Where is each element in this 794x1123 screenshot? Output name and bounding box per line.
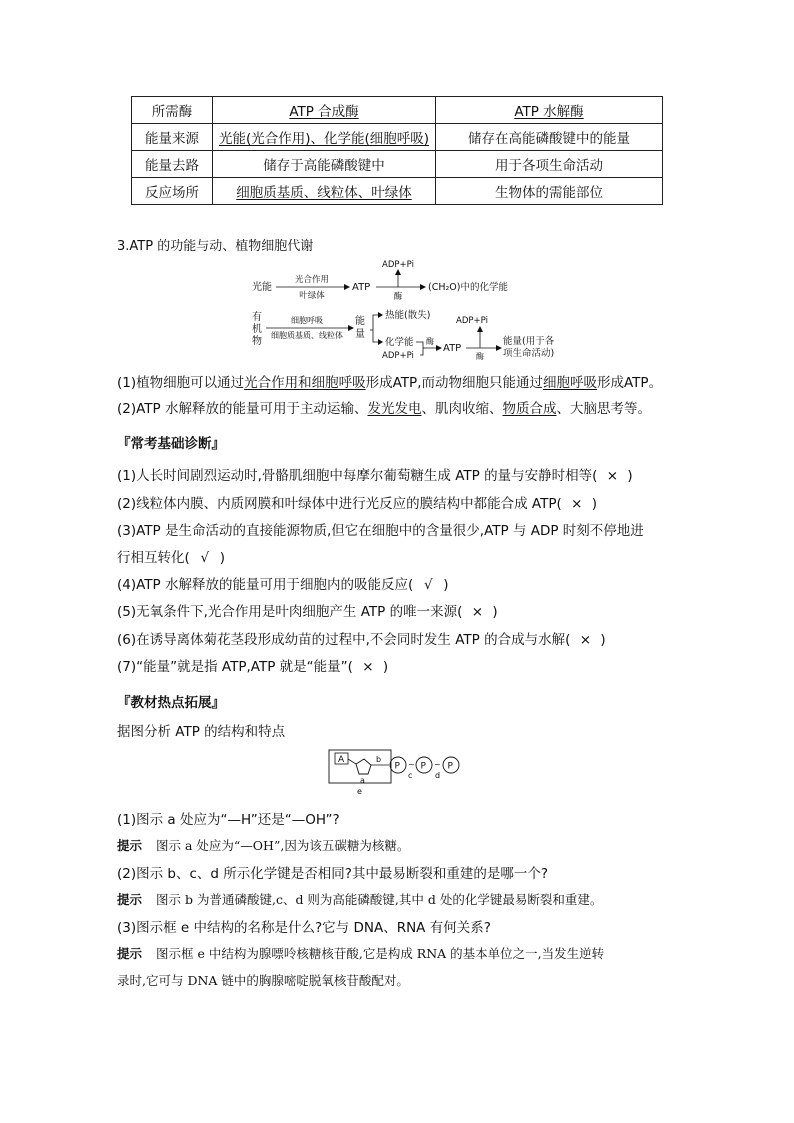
- respiration-site-label: 细胞质基质、线粒体: [271, 331, 343, 340]
- diagnosis-item: [117, 573, 449, 593]
- diagnosis-text: (7)“能量”就是指 ATP,ATP 就是“能量”(: [117, 659, 353, 675]
- question-1: (1)图示 a 处应为“—H”还是“—OH”?: [117, 812, 340, 828]
- underlined-text: 细胞呼吸: [543, 375, 597, 391]
- closing-paren: ): [443, 577, 449, 593]
- hint-3: [117, 944, 604, 962]
- arrow-head: [477, 326, 483, 332]
- ribose-pentagon: [356, 759, 371, 774]
- table-cell: 反应场所: [132, 178, 213, 205]
- hint-2: [117, 890, 602, 908]
- judgement-mark: ×: [606, 468, 618, 484]
- table-cell: 储存在高能磷酸键中的能量: [436, 124, 663, 151]
- table-cell: 光能(光合作用)、化学能(细胞呼吸): [213, 124, 436, 151]
- high-energy-bond-d: ~: [434, 760, 441, 769]
- chemical-energy-label: 化学能: [385, 337, 414, 348]
- metabolism-diagram: [240, 258, 560, 362]
- hint-label: 提示: [117, 946, 143, 961]
- extension-heading: 『教材热点拓展』: [117, 695, 225, 711]
- diagnosis-text: (5)无氧条件下,光合作用是叶肉细胞产生 ATP 的唯一来源(: [117, 604, 463, 620]
- text: (2)ATP 水解释放的能量可用于主动运输、: [117, 401, 368, 417]
- arrow-head: [496, 345, 502, 351]
- arrow-head: [436, 345, 442, 351]
- judgement-mark: √: [200, 550, 210, 566]
- diagnosis-item: [117, 464, 633, 484]
- energy-use-label-2: 项生命活动): [503, 348, 555, 359]
- bracket: [370, 315, 380, 342]
- label-d: d: [435, 771, 441, 780]
- hint-text: 图示框 e 中结构为腺嘌呤核糖核苷酸,它是构成 RNA 的基本单位之一,当发生逆转: [156, 946, 605, 961]
- closing-paren: ): [591, 496, 598, 512]
- table-cell: 生物体的需能部位: [436, 178, 663, 205]
- table-row: [132, 178, 663, 205]
- closing-paren: ): [492, 604, 498, 620]
- judgement-mark: ×: [362, 659, 374, 675]
- judgement-mark: ×: [471, 604, 483, 620]
- organic-char-2: 机: [252, 324, 262, 335]
- organic-char-3: 物: [252, 336, 262, 347]
- table-row: [132, 124, 663, 151]
- label-a: a: [360, 776, 365, 785]
- hint-label: 提示: [117, 838, 143, 853]
- judgement-mark: ×: [579, 632, 591, 648]
- judgement-mark: √: [423, 577, 433, 593]
- label-b: b: [376, 755, 382, 764]
- enzyme-label: 酶: [393, 292, 403, 302]
- arrow-head: [378, 312, 383, 318]
- arrow-head: [348, 325, 354, 331]
- enzyme-label-2: 酶: [426, 337, 434, 346]
- photosynthesis-label: 光合作用: [294, 275, 330, 285]
- heat-energy-label: 热能(散失): [385, 310, 431, 321]
- label-P: P: [394, 761, 400, 772]
- judgement-mark: ×: [571, 496, 583, 512]
- underlined-text: 物质合成: [502, 401, 557, 417]
- diagnosis-text: (4)ATP 水解释放的能量可用于细胞内的吸能反应(: [117, 577, 414, 593]
- hint-text: 图示 b 为普通磷酸键,c、d 则为高能磷酸键,其中 d 处的化学键最易断裂和重建。: [156, 892, 603, 907]
- diagnosis-item: [117, 546, 225, 566]
- energy-use-label-1: 能量(用于各: [503, 336, 555, 347]
- diagnosis-item: [117, 600, 498, 620]
- atp-label: ATP: [352, 282, 371, 293]
- diagnosis-text: 行相互转化(: [117, 550, 190, 566]
- arrow-head: [378, 339, 383, 345]
- table-header-row: [132, 97, 663, 124]
- energy-char-2: 量: [355, 329, 365, 340]
- table-row: [132, 151, 663, 178]
- closing-paren: ): [382, 659, 389, 675]
- enzyme-label-3: 酶: [476, 352, 484, 361]
- energy-char-1: 能: [355, 316, 365, 327]
- high-energy-bond-c: ~: [408, 760, 415, 769]
- label-P: P: [420, 761, 426, 772]
- label-e: e: [357, 787, 362, 796]
- table-header-cell: 所需酶: [132, 97, 213, 124]
- paragraph-2: [117, 397, 651, 417]
- table-cell: 细胞质基质、线粒体、叶绿体: [213, 178, 436, 205]
- table-cell: 能量来源: [132, 124, 213, 151]
- question-3: (3)图示框 e 中结构的名称是什么?它与 DNA、RNA 有何关系?: [117, 920, 491, 936]
- table-cell: 能量去路: [132, 151, 213, 178]
- bond-a: [348, 759, 356, 764]
- table-cell: 储存于高能磷酸键中: [213, 151, 436, 178]
- diagnosis-heading: 『常考基础诊断』: [117, 436, 225, 452]
- enzyme-comparison-table: [131, 96, 663, 205]
- closing-paren: ): [600, 632, 606, 648]
- underlined-text: 发光发电: [367, 401, 422, 417]
- respiration-label: 细胞呼吸: [291, 316, 323, 325]
- atp-structure-diagram: [326, 747, 476, 797]
- ch2o-energy-label: (CH₂O)中的化学能: [428, 282, 508, 293]
- text: 形成ATP,而动物细胞只能通过: [365, 375, 543, 391]
- adp-pi-label-3: ADP+Pi: [456, 316, 488, 326]
- arrow-head: [420, 284, 426, 290]
- diagnosis-item: [117, 492, 597, 512]
- table-cell: 用于各项生命活动: [436, 151, 663, 178]
- text: 、大脑思考等。: [556, 401, 651, 417]
- light-energy-label: 光能: [252, 282, 272, 293]
- adp-pi-label-2: ADP+Pi: [382, 351, 414, 361]
- question-2: (2)图示 b、c、d 所示化学键是否相同?其中最易断裂和重建的是哪一个?: [117, 866, 549, 882]
- hint-1: [117, 836, 409, 854]
- arrow-head: [344, 284, 350, 290]
- label-c: c: [408, 771, 413, 780]
- section-3-title: 3.ATP 的功能与动、植物细胞代谢: [117, 239, 314, 254]
- diagnosis-item: [117, 519, 644, 539]
- label-P: P: [447, 761, 453, 772]
- hint-3-continued: 录时,它可与 DNA 链中的胸腺嘧啶脱氧核苷酸配对。: [117, 973, 409, 988]
- diagnosis-text: (6)在诱导离体菊花茎段形成幼苗的过程中,不会同时发生 ATP 的合成与水解(: [117, 632, 571, 648]
- table-header-cell: ATP 合成酶: [213, 97, 436, 124]
- diagnosis-text: (1)人长时间剧烈运动时,骨骼肌细胞中每摩尔葡萄糖生成 ATP 的量与安静时相等(: [117, 468, 598, 484]
- closing-paren: ): [219, 550, 226, 566]
- diagnosis-item: [117, 628, 606, 648]
- table-header-cell: ATP 水解酶: [436, 97, 663, 124]
- label-A: A: [338, 755, 345, 765]
- organic-char-1: 有: [252, 312, 262, 323]
- chloroplast-label: 叶绿体: [299, 291, 325, 301]
- paragraph-1: [117, 371, 662, 391]
- diagnosis-text: (2)线粒体内膜、内质网膜和叶绿体中进行光反应的膜结构中都能合成 ATP(: [117, 496, 562, 512]
- closing-paren: ): [627, 468, 633, 484]
- extension-intro: 据图分析 ATP 的结构和特点: [117, 724, 286, 740]
- hint-label: 提示: [117, 892, 143, 907]
- underlined-text: 光合作用和细胞呼吸: [244, 375, 366, 391]
- diagnosis-item: [117, 655, 388, 675]
- adp-pi-label: ADP+Pi: [382, 260, 414, 270]
- text: 、肌肉收缩、: [421, 401, 503, 417]
- text: (1)植物细胞可以通过: [117, 375, 245, 391]
- hint-text: 图示 a 处应为“—OH”,因为该五碳糖为核糖。: [156, 838, 410, 853]
- text: 形成ATP。: [597, 375, 663, 391]
- atp-label-2: ATP: [443, 343, 462, 354]
- diagnosis-text: (3)ATP 是生命活动的直接能源物质,但它在细胞中的含量很少,ATP 与 ADP 时刻不停地进: [117, 523, 644, 539]
